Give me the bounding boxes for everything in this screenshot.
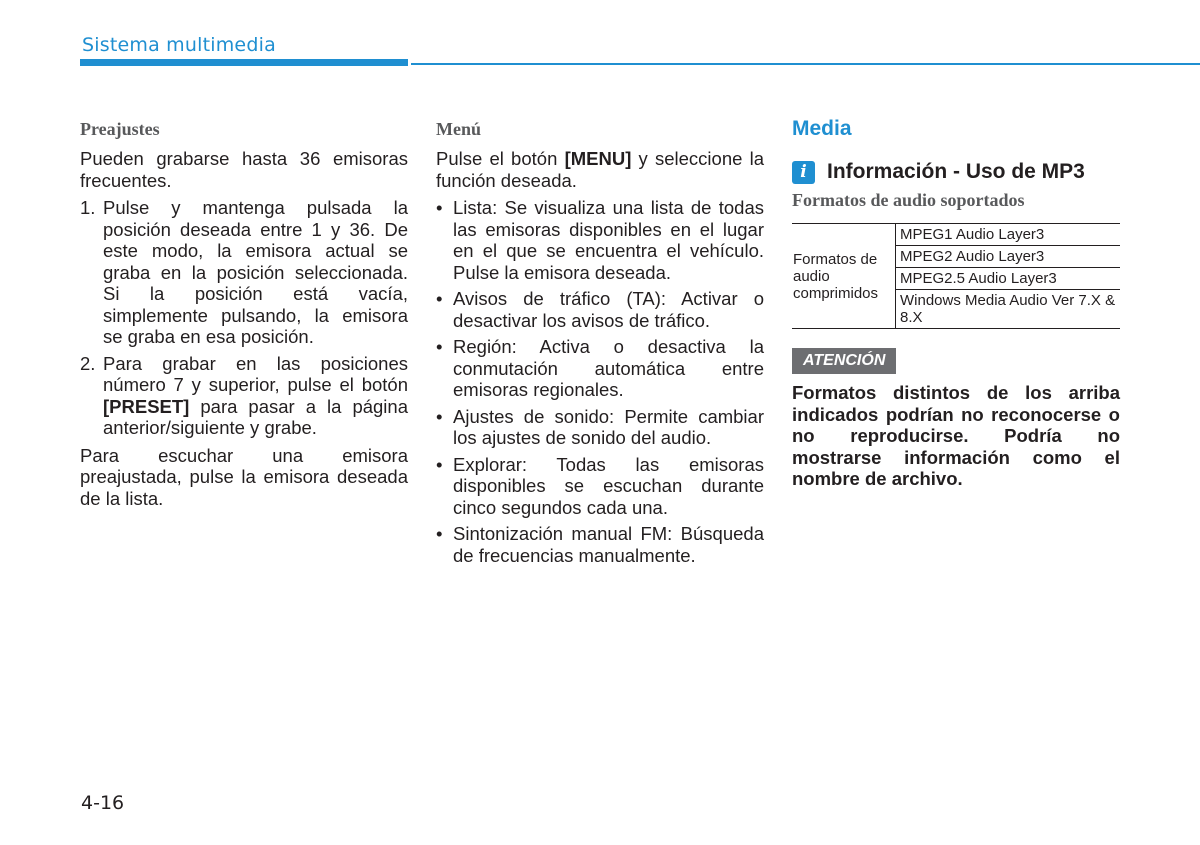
step-text-post: para pasar a la página anterior/siguiente y grabe. xyxy=(103,395,408,438)
menu-heading: Menú xyxy=(436,119,481,139)
list-item-text: Sintonización manual FM: Búsqueda de frecuencias manualmente. xyxy=(453,523,764,566)
list-item xyxy=(436,336,764,401)
list-item-text: Explorar: Todas las emisoras disponibles se escuchan durante cinco segundos cada una. xyxy=(453,453,764,518)
step-text: Pulse y mantenga pulsada la posición deseada entre 1 y 36. De este modo, la emisora actual se graba en la posición seleccionada. Si la posición está vacía, simplemente pulsando, la emisora se graba en esa posición. xyxy=(103,197,408,347)
media-heading: Media xyxy=(792,117,852,140)
table-cell: Windows Media Audio Ver 7.X & 8.X xyxy=(896,290,1121,329)
info-heading xyxy=(792,160,1120,184)
header-rule-thin xyxy=(411,63,1200,65)
bullet-icon: • xyxy=(436,523,443,544)
bullet-icon: • xyxy=(436,405,443,427)
table-category-cell: Formatos de audio comprimidos xyxy=(792,224,896,329)
preajustes-steps xyxy=(80,197,408,439)
header-rule-thick xyxy=(80,59,408,66)
table-cell: MPEG2 Audio Layer3 xyxy=(896,246,1121,268)
table-cell: MPEG1 Audio Layer3 xyxy=(896,224,1121,246)
preajustes-intro: Pueden grabarse hasta 36 emisoras frecuentes. xyxy=(80,148,408,191)
menu-column xyxy=(436,118,764,572)
info-title: Información - Uso de MP3 xyxy=(827,160,1085,183)
preajustes-heading: Preajustes xyxy=(80,119,160,139)
list-item xyxy=(436,523,764,566)
bullet-icon: • xyxy=(436,336,443,357)
bullet-icon: • xyxy=(436,197,443,218)
step-item xyxy=(80,197,408,348)
list-item xyxy=(436,454,764,519)
step-item xyxy=(80,353,408,439)
list-item xyxy=(436,197,764,283)
step-number: 2. xyxy=(80,352,96,374)
menu-button-label: [MENU] xyxy=(564,148,632,169)
step-text-pre: Para grabar en las posiciones número 7 y superior, pulse el botón xyxy=(103,352,408,395)
table-cell: MPEG2.5 Audio Layer3 xyxy=(896,268,1121,290)
bullet-icon: • xyxy=(436,453,443,475)
section-title: Sistema multimedia xyxy=(82,34,276,56)
attention-text: Formatos distintos de los arriba indicados podrían no reconocerse o no reproducirse. Podría no mostrarse información como el nombre de archivo. xyxy=(792,382,1120,489)
bullet-icon: • xyxy=(436,288,443,309)
list-item xyxy=(436,288,764,331)
page-number: 4-16 xyxy=(81,792,125,814)
preajustes-column xyxy=(80,118,408,515)
menu-intro-post: y seleccione la función deseada. xyxy=(436,148,764,191)
formats-heading: Formatos de audio soportados xyxy=(792,190,1025,210)
media-column xyxy=(792,118,1120,490)
preset-button-label: [PRESET] xyxy=(103,395,190,417)
list-item-text: Lista: Se visualiza una lista de todas las emisoras disponibles en el lugar en el que se encuentra el vehículo. Pulse la emisora deseada. xyxy=(453,197,764,283)
list-item xyxy=(436,406,764,449)
list-item-text: Avisos de tráfico (TA): Activar o desactivar los avisos de tráfico. xyxy=(453,288,764,331)
list-item-text: Región: Activa o desactiva la conmutación automática entre emisoras regionales. xyxy=(453,336,764,400)
formats-table xyxy=(792,223,1120,329)
step-number: 1. xyxy=(80,197,96,218)
menu-intro-pre: Pulse el botón xyxy=(436,148,565,169)
menu-intro xyxy=(436,148,764,191)
list-item-text: Ajustes de sonido: Permite cambiar los ajustes de sonido del audio. xyxy=(453,405,764,448)
table-row xyxy=(792,224,1120,246)
info-icon: i xyxy=(792,161,815,184)
menu-bullets xyxy=(436,197,764,566)
preajustes-outro: Para escuchar una emisora preajustada, pulse la emisora deseada de la lista. xyxy=(80,444,408,509)
attention-badge: ATENCIÓN xyxy=(792,348,896,374)
